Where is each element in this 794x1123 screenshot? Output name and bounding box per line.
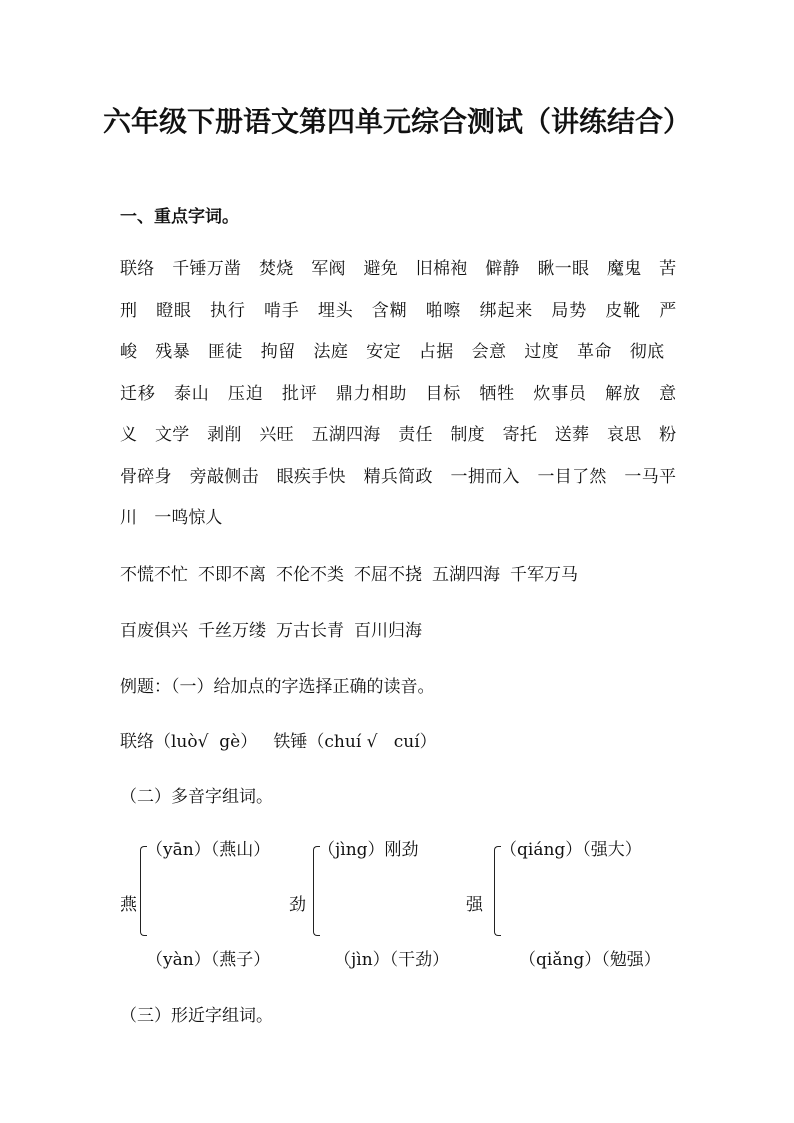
vocab-word: 鼎力相助 — [335, 383, 408, 404]
vocab-word: 避免 — [363, 259, 399, 279]
idiom: 不屈不挠 — [354, 565, 422, 585]
polyphone-3-char: 强 — [466, 895, 483, 915]
idiom: 万古长青 — [276, 621, 344, 641]
vocab-word: 送葬 — [554, 425, 590, 445]
vocab-word: 旧棉袍 — [415, 259, 468, 279]
vocab-word: 含糊 — [371, 300, 408, 321]
vocab-word: 一目了然 — [537, 466, 607, 487]
vocab-word: 执行 — [210, 300, 246, 321]
vocab-word: 瞪眼 — [156, 300, 192, 321]
vocab-word: 严峻 — [120, 300, 677, 362]
subsection-polyphones-heading: （二）多音字组词。 — [120, 787, 273, 807]
vocab-word: 一拥而入 — [450, 466, 520, 487]
vocab-word: 牺牲 — [479, 383, 516, 404]
vocab-list — [120, 249, 676, 540]
vocab-word: 千锤万凿 — [172, 259, 242, 279]
vocab-word: 一马平川 — [120, 466, 677, 528]
polyphone-3-bottom: （qiǎng）（勉强） — [519, 950, 661, 970]
vocab-word: 责任 — [398, 425, 433, 445]
vocab-word: 绑起来 — [479, 300, 534, 321]
vocab-word: 粉骨碎身 — [120, 425, 677, 487]
vocab-word: 寄托 — [502, 425, 538, 445]
vocab-word: 瞅一眼 — [537, 259, 590, 279]
vocab-word: 僻静 — [485, 259, 520, 279]
idiom: 百废俱兴 — [120, 621, 188, 641]
idiom: 不伦不类 — [276, 565, 344, 585]
polyphone-3-top: （qiáng）（强大） — [500, 840, 642, 860]
vocab-word: 革命 — [577, 342, 612, 362]
idiom: 不即不离 — [198, 565, 266, 585]
vocab-word: 皮靴 — [605, 300, 641, 321]
vocab-word: 旁敲侧击 — [189, 466, 259, 487]
idiom: 百川归海 — [354, 621, 422, 641]
idiom: 不慌不忙 — [120, 565, 188, 585]
vocab-word: 眼疾手快 — [276, 466, 346, 487]
vocab-word: 埋头 — [317, 300, 354, 321]
vocab-word: 联络 — [120, 259, 155, 279]
vocab-word: 精兵简政 — [363, 466, 433, 487]
polyphone-2-bottom: （jìn）（干劲） — [334, 950, 450, 970]
vocab-word: 文学 — [154, 425, 190, 445]
vocab-word: 兴旺 — [259, 425, 294, 445]
polyphone-1-char: 燕 — [120, 895, 137, 915]
vocab-word: 意义 — [120, 383, 677, 445]
example-heading: 例题：（一）给加点的字选择正确的读音。 — [120, 677, 435, 697]
vocab-word: 过度 — [524, 342, 560, 362]
vocab-word: 制度 — [450, 425, 485, 445]
vocab-word: 拘留 — [260, 342, 296, 362]
vocab-word: 彻底 — [629, 342, 665, 362]
vocab-word: 剥削 — [207, 425, 242, 445]
polyphone-1-top: （yān）（燕山） — [146, 840, 271, 860]
vocab-word: 批评 — [281, 383, 318, 404]
vocab-word: 苦刑 — [120, 259, 677, 321]
vocab-word: 迁移 — [120, 383, 156, 404]
idiom: 千丝万缕 — [198, 621, 266, 641]
vocab-word: 魔鬼 — [606, 259, 642, 279]
vocab-word: 解放 — [605, 383, 641, 404]
polyphone-2-top: （jìng）刚劲 — [318, 840, 419, 860]
example-answer: 联络（luò√ gè） 铁锤（chuí √ cuí） — [120, 732, 437, 752]
vocab-word: 法庭 — [313, 342, 349, 362]
vocab-word: 泰山 — [173, 383, 210, 404]
vocab-word: 占据 — [418, 342, 454, 362]
page-title: 六年级下册语文第四单元综合测试（讲练结合） — [102, 105, 691, 138]
vocab-word: 哀思 — [606, 425, 642, 445]
vocab-word: 安定 — [366, 342, 402, 362]
vocab-word: 军阀 — [311, 259, 346, 279]
idioms-line-2 — [120, 616, 432, 641]
subsection-similar-chars-heading: （三）形近字组词。 — [120, 1006, 273, 1026]
vocab-word: 压迫 — [227, 383, 264, 404]
section-heading: 一、重点字词。 — [120, 207, 239, 227]
idiom: 五湖四海 — [432, 565, 500, 585]
vocab-word: 啃手 — [263, 300, 300, 321]
polyphone-2-char: 劲 — [289, 895, 306, 915]
vocab-word: 一鸣惊人 — [154, 508, 223, 528]
vocab-word: 局势 — [551, 300, 588, 321]
vocab-word: 焚烧 — [259, 259, 294, 279]
idioms-line-1 — [120, 560, 588, 585]
idiom: 千军万马 — [510, 565, 578, 585]
polyphone-1-bottom: （yàn）（燕子） — [146, 950, 271, 970]
vocab-word: 啪嚓 — [425, 300, 462, 321]
vocab-word: 炊事员 — [533, 383, 587, 404]
vocab-word: 匪徒 — [208, 342, 243, 362]
vocab-word: 残暴 — [155, 342, 191, 362]
vocab-word: 目标 — [425, 383, 462, 404]
vocab-word: 会意 — [471, 342, 507, 362]
vocab-word: 五湖四海 — [311, 425, 381, 445]
